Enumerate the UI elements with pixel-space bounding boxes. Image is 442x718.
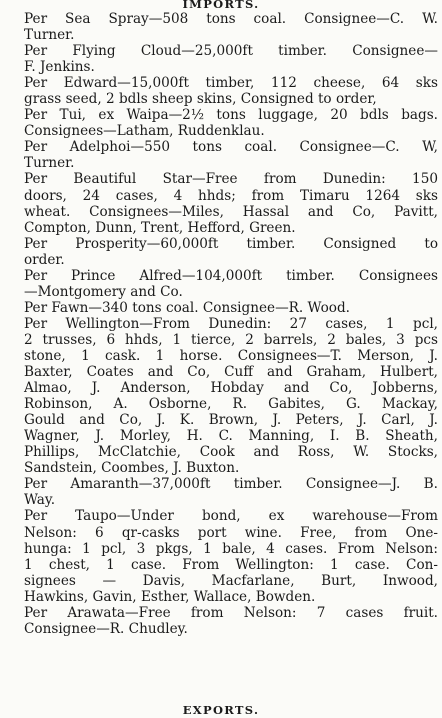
- entry-line: Per Sea Spray—508 tons coal. Consignee—C. W.: [24, 11, 438, 27]
- import-entry: [4, 75, 438, 107]
- entry-line: 2 trusses, 6 hhds, 1 tierce, 2 barrels, 2 bales, 3 pcs: [24, 331, 438, 348]
- import-entry: [4, 107, 438, 139]
- entry-line: Almao, J. Anderson, Hobday and Co, Jobberns,: [24, 380, 438, 397]
- entry-line: Per Prince Alfred—104,000ft timber. Consignees: [24, 267, 438, 284]
- entry-line: —Montgomery and Co.: [24, 283, 183, 300]
- entry-line: order.: [24, 251, 65, 268]
- entry-line: doors, 24 cases, 4 hhds; from Timaru 1264 sks: [24, 187, 438, 204]
- entry-line: Per Tui, ex Waipa—2½ tons luggage, 20 bdls bags.: [24, 107, 438, 124]
- section-heading-imports: IMPORTS.: [182, 0, 260, 11]
- entry-line: Way.: [24, 492, 56, 509]
- entry-line: Per Beautiful Star—Free from Dunedin: 150: [24, 171, 438, 188]
- import-entry: [4, 11, 438, 43]
- import-entry: [4, 476, 438, 508]
- entry-line: Per Arawata—Free from Nelson: 7 cases fruit.: [24, 604, 438, 621]
- entry-line: Per Edward—15,000ft timber, 112 cheese, 64 sks: [24, 75, 438, 92]
- entry-line: Robinson, A. Osborne, R. Gabites, G. Mackay,: [24, 396, 438, 413]
- entry-line: Per Prosperity—60,000ft timber. Consigned to: [24, 235, 438, 252]
- entry-line: Consignee—R. Chudley.: [24, 620, 188, 637]
- entry-line: Phillips, McClatchie, Cook and Ross, W. Stocks,: [24, 444, 438, 461]
- entry-line: Turner.: [24, 27, 75, 44]
- entry-line: signees — Davis, Macfarlane, Burt, Inwood,: [24, 572, 438, 589]
- import-entry: [4, 139, 438, 171]
- entry-line: Nelson: 6 qr-casks port wine. Free, from One-: [24, 524, 438, 541]
- entry-line: F. Jenkins.: [24, 59, 95, 76]
- entry-line: Compton, Dunn, Trent, Hefford, Green.: [24, 219, 296, 236]
- import-entry: [4, 300, 438, 316]
- import-entry: [4, 236, 438, 268]
- entry-line: Per Taupo—Under bond, ex warehouse—From: [24, 508, 438, 525]
- entry-line: wheat. Consignees—Miles, Hassal and Co, Pavitt,: [24, 203, 438, 220]
- entry-line: stone, 1 cask. 1 horse. Consignees—T. Merson, J.: [24, 347, 438, 364]
- entry-line: Sandstein, Coombes, J. Buxton.: [24, 460, 240, 477]
- entry-line: Hawkins, Gavin, Esther, Wallace, Bowden.: [24, 588, 316, 605]
- import-entry: [4, 43, 438, 75]
- entry-line: 1 chest, 1 case. From Wellington: 1 case. Con-: [24, 556, 438, 573]
- entry-line: Consignees—Latham, Ruddenklau.: [24, 123, 265, 140]
- entry-line: Per Adelphoi—550 tons coal. Consignee—C. W,: [24, 139, 438, 156]
- import-entry: [4, 508, 438, 604]
- entry-line: Per Fawn—340 tons coal. Consignee—R. Wood.: [24, 299, 350, 316]
- import-entry: [4, 171, 438, 235]
- import-entry: [4, 268, 438, 300]
- entry-line: Turner.: [24, 155, 75, 172]
- entry-line: Per Wellington—From Dunedin: 27 cases, 1 pcl,: [24, 315, 438, 332]
- import-entry: [4, 605, 438, 637]
- import-entry: [4, 316, 438, 476]
- entry-line: Wagner, J. Morley, H. C. Manning, I. B. Sheath,: [24, 428, 438, 445]
- entry-line: Baxter, Coates and Co, Cuff and Graham, Hulbert,: [24, 364, 438, 381]
- entry-line: Per Flying Cloud—25,000ft timber. Consignee—: [24, 43, 438, 60]
- entry-line: hunga: 1 pcl, 3 pkgs, 1 bale, 4 cases. From Nelson:: [24, 540, 438, 557]
- entry-line: Gould and Co, J. K. Brown, J. Peters, J. Carl, J.: [24, 412, 438, 429]
- imports-list: [4, 11, 438, 637]
- section-heading-exports: EXPORTS.: [182, 702, 260, 717]
- entry-line: grass seed, 2 bdls sheep skins, Consigned to order,: [24, 91, 377, 108]
- entry-line: Per Amaranth—37,000ft timber. Consignee—J. B.: [24, 476, 438, 493]
